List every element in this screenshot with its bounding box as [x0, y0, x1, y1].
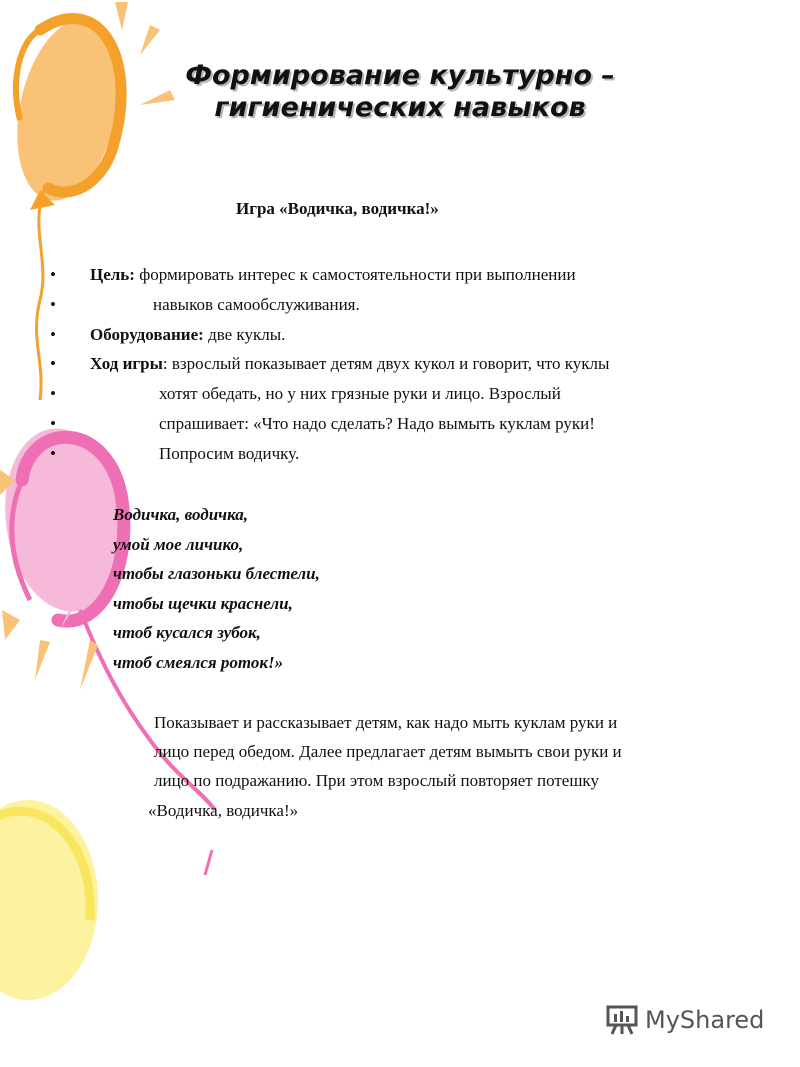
presentation-icon: [605, 1004, 639, 1036]
list-item: [50, 262, 770, 292]
bullet-icon: •: [50, 294, 56, 314]
list-item: [50, 441, 770, 471]
list-item-text: [90, 262, 576, 288]
title-line-1: Формирование культурно –: [185, 60, 615, 91]
list-item-label: Цель:: [90, 265, 135, 284]
bullet-icon: •: [50, 413, 56, 433]
poem: [113, 502, 320, 680]
list-item: [50, 351, 770, 381]
bullet-list: [50, 262, 770, 471]
poem-line: умой мое личико,: [113, 534, 244, 554]
paragraph-line: лицо по подражанию. При этом взрослый повторяет потешку: [154, 771, 599, 791]
bullet-icon: •: [50, 265, 56, 284]
list-item: [50, 292, 770, 322]
poem-line: чтобы щечки краснели,: [113, 593, 293, 613]
list-item-body: формировать интерес к самостоятельности при выполнении: [134, 265, 576, 284]
bullet-icon: •: [50, 443, 56, 463]
description-paragraph: [148, 710, 622, 827]
poem-line: Водичка, водичка,: [113, 505, 249, 524]
list-item-body: хотят обедать, но у них грязные руки и лицо. Взрослый: [159, 384, 561, 404]
poem-line: чтоб смеялся роток!»: [113, 652, 284, 672]
paragraph-line: «Водичка, водичка!»: [148, 800, 299, 820]
poem-line: чтобы глазоньки блестели,: [113, 564, 320, 584]
paragraph-line: лицо перед обедом. Далее предлагает детям вымыть свои руки и: [154, 742, 622, 762]
paragraph-line: Показывает и рассказывает детям, как надо мыть куклам руки и: [154, 713, 618, 732]
list-item-body: Попросим водичку.: [159, 443, 300, 463]
myshared-logo[interactable]: [605, 1002, 764, 1038]
logo-text: MyShared: [645, 1006, 765, 1034]
yellow-balloon-icon: [0, 800, 98, 1000]
list-item-label: Ход игры: [90, 354, 163, 374]
list-item: [50, 322, 770, 352]
list-item: [50, 381, 770, 411]
title-line-2: гигиенических навыков: [214, 92, 586, 123]
list-item-text: [90, 322, 285, 348]
list-item-label: Оборудование:: [90, 324, 204, 344]
list-item-body: навыков самообслуживания.: [153, 294, 360, 314]
list-item-text: [159, 381, 561, 407]
game-title: Игра «Водичка, водичка!»: [236, 199, 439, 218]
list-item-text: [159, 441, 299, 467]
bullet-icon: •: [50, 384, 56, 404]
list-item-text: [90, 351, 609, 377]
page-title: [120, 60, 680, 124]
list-item-body: две куклы.: [203, 324, 286, 344]
poem-line: чтоб кусался зубок,: [113, 623, 261, 643]
list-item-body: спрашивает: «Что надо сделать? Надо вымыть куклам руки!: [159, 413, 595, 433]
list-item-text: [159, 411, 595, 437]
list-item: [50, 411, 770, 441]
bullet-icon: •: [50, 324, 56, 344]
list-item-text: [153, 292, 360, 318]
list-item-body: : взрослый показывает детям двух кукол и говорит, что куклы: [162, 354, 610, 374]
bullet-icon: •: [50, 354, 56, 374]
